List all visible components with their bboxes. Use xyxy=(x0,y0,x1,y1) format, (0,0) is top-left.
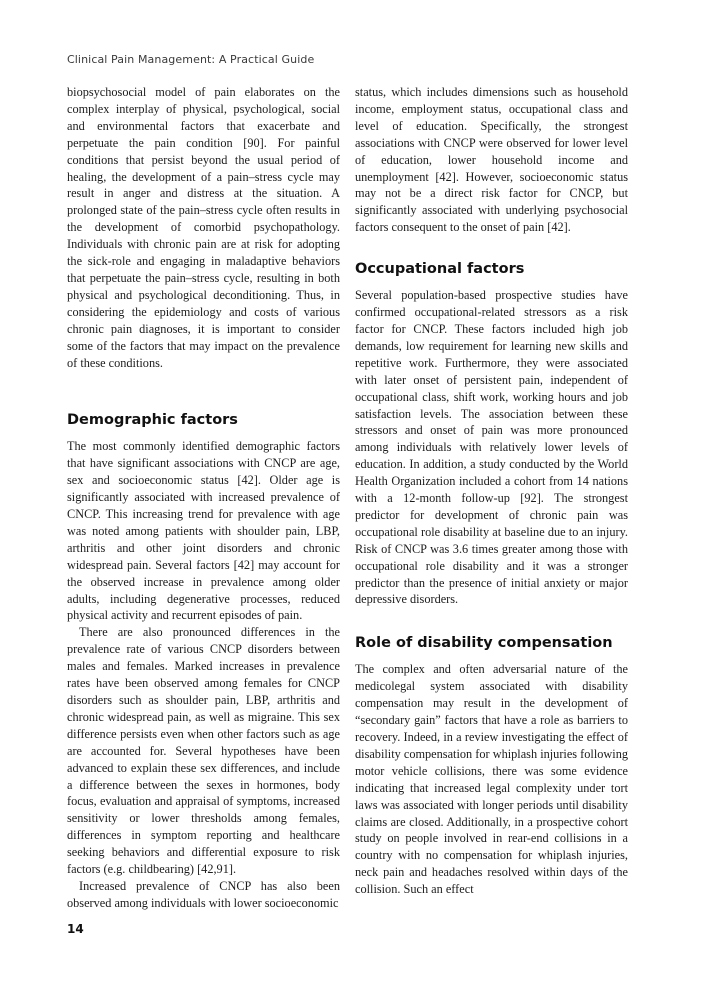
right-paragraph-disability: The complex and often adversarial nature of the medicolegal system associated with disability compensation may result in the development of “secondary gain” factors that have a role as barriers to recovery. Indeed, in a review investigating the effect of disability compensation for whiplash injuries following motor vehicle collisions, there was some evidence indicating that increased legal complexity under tort laws was associated with longer periods until disability claims are closed. Additionally, in a prospective cohort study on people involved in rear-end collisions in a country with no compensation for whiplash injuries, neck pain and headaches resolved within days of the collision. Such an effect xyxy=(355,662,628,897)
heading-disability-compensation: Role of disability compensation xyxy=(355,635,613,652)
running-head: Clinical Pain Management: A Practical Guide xyxy=(67,53,315,66)
left-paragraph-intro: biopsychosocial model of pain elaborates on the complex interplay of physical, psychological, social and environmental factors that exacerbate and perpetuate the pain condition [90]. For painful conditions that persist beyond the usual period of healing, the development of a pain–stress cycle may result in anger and distress at the situation. A prolonged state of the pain–stress cycle often results in the development of comorbid psychopathology. Individuals with chronic pain are at risk for adopting the sick-role and engaging in maladaptive behaviors that perpetuate the pain–stress cycle, resulting in both physical and psychological deconditioning. Thus, in considering the epidemiology and costs of various chronic pain diagnoses, it is important to consider some of the factors that may impact on the prevalence of these conditions. xyxy=(67,85,340,370)
heading-occupational-factors: Occupational factors xyxy=(355,261,525,278)
left-column xyxy=(67,84,340,912)
right-paragraph-occupational: Several population-based prospective studies have confirmed occupational-related stressors as a risk factor for CNCP. These factors included high job demands, low requirement for learning new skills and repetitive work. Furthermore, they were associated with later onset of persistent pain, independent of occupational class, shift work, working hours and job satisfaction levels. The association between these stressors and onset of pain was more pronounced among individuals with relatively lower levels of education. In addition, a study conducted by the World Health Organization included a cohort from 14 nations with a 12-month follow-up [92]. The strongest predictor for development of chronic pain was occupational role disability at baseline due to an injury. Risk of CNCP was 3.6 times greater among those with occupational role disability and it was a stronger predictor than the presence of initial anxiety or major depressive disorders. xyxy=(355,288,628,607)
left-paragraph-socioeconomic: Increased prevalence of CNCP has also been observed among individuals with lower socioeconomic xyxy=(67,878,340,910)
left-paragraph-demographic: The most commonly identified demographic factors that have significant associations with CNCP are age, sex and socioeconomic status [42]. Older age is significantly associated with increased prevalence of CNCP. This increasing trend for prevalence with age was noted among patients with shoulder pain, LBP, arthritis and other joint disorders and chronic widespread pain. Several factors [42] may account for the observed increase in prevalence among older adults, including degenerative processes, reduced physical activity and recurrent episodes of pain. xyxy=(67,439,340,623)
right-column xyxy=(355,84,628,898)
heading-demographic-factors: Demographic factors xyxy=(67,412,238,429)
page-number: 14 xyxy=(67,922,84,936)
left-paragraph-sex-differences: There are also pronounced differences in the prevalence rate of various CNCP disorders between males and females. Marked increases in prevalence rates have been observed among females for CNCP disorders such as shoulder pain, LBP, arthritis and chronic widespread pain, as well as migraine. This sex difference persists even when other factors such as age are accounted for. Several hypotheses have been advanced to explain these sex differences, and include a difference between the sexes in hormones, body focus, evaluation and appraisal of symptoms, increased sensitivity or lower thresholds among females, differences in symptom reporting and healthcare seeking behaviors and differential exposure to risk factors (e.g. childbearing) [42,91]. xyxy=(67,625,340,877)
right-paragraph-socioeconomic: status, which includes dimensions such as household income, employment status, occupational class and level of education. Specifically, the strongest associations with CNCP were observed for lower level of education, lower household income and unemployment [42]. However, socioeconomic status may not be a direct risk factor for CNCP, but significantly associated with underlying psychosocial factors consequent to the onset of pain [42]. xyxy=(355,85,628,235)
